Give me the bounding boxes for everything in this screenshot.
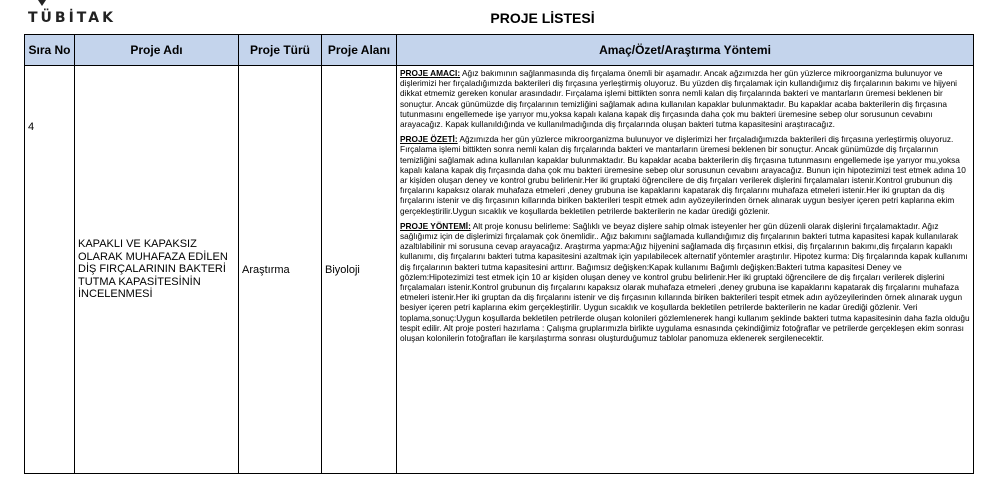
section-method bbox=[400, 221, 970, 343]
col-header-name: Proje Adı bbox=[75, 35, 239, 66]
section-method-text: Alt proje konusu belirleme: Sağlıklı ve beyaz dişlere sahip olmak isteyenler her gün düzenli olarak dişlerini fırçalamaktadır. Ağız sağlığımız için de dişlerimizi fırçalamak çok önemlidir.. Ağız bakımını sağlamada kullandığımız diş fırçalarının bakteri tutma kapasitesi kapak kullanılarak azaltılabilinir mi sorusuna cevap arayacağız. Araştırma yapma:Ağız hijyenini sağlamada diş fırçasının etkisi, diş fırçalarının bakımı,diş fırçaların kapaklı kullanımı, diş fırçalarını bakteri tutma kapasitesini azaltmak için yapılabilecek alternatif yöntemler araştırılır. Hipotez kurma: Diş fırçalarında kapak kullanımı diş fırçalarının bakteri tutma kapasitesini arttırır. Bağımsız değişken:Kapak kullanımı Bağımlı değişken:Bakteri tutma kapasitesi Deney ve gözlem:Hipotezimizi test etmek için 10 ar kişiden oluşan deney ve kontrol grubu belirlenir.Her iki gruptaki öğrencilere de diş fırçaları verilerek dişlerini fırçalamaları istenir.Kontrol grubunun diş fırçalarını kapaksız olarak muhafaza etmeleri ,deney grubuna ise kapaklarını kapatarak diş fırçalarını muhafaza etmeleri istenir.Her iki gruptan da diş fırçalarını istenir ve diş fırçasının kıllarında biriken bakterileri tespit etmek adın ayözeyilerinden örnek alınarak uygun besiyer içeren petri kaplarına ekim gerçekleştirilir. Uygun sıcaklık ve koşullarda bekletilen petrilerde bakterilerin ne kadar ürediği gözlenir. Veri toplama,sonuç:Uygun koşullarda bekletilen petrilerde oluşan kolonileri gözlemlenerek hangi kullanım şeklinde bakteri tutma kapasitesinin daha fazla olduğu tespit edilir. Alt proje posteri hazırlama : Çalışma gruplarımızla birlikte uygulama esnasında çekindiğimiz fotoğraflar ve petrilerde gerçekleşen ekim sonrası oluşan kolonilerin fotoğrafları ile karşılaştırma sonrası oluşturduğumuz tablolar panomuza eklenerek sergilenecektir. bbox=[400, 220, 970, 344]
cell-description bbox=[397, 66, 974, 474]
section-summary-text: Ağzımızda her gün yüzlerce mikroorganizma bulunuyor ve dişlerimizi her fırçaladığımızda bakterileri diş fırçasına yerleştirmiş oluyoruz. Fırçalama işlemi bittikten sonra nemli kalan diş fırçalarında bakteri ve mantarların üremesi beklenen bir sonuçtur. Ancak günümüzde diş fırçalarının temizliğini sağlamak adına kullanılan kapaklar bulunmaktadır. Bu kapaklar acaba bakterilerin diş fırçasına tutunmasını engellemede işe yarıyor mu,yoksa kapalı kalana kapak diş fırçasında daha çok mu bakteri üremesine sebep olur sorusunun cevabını arayacağız. Bunun için hipotezimizi test etmek adına 10 ar kişiden oluşan deney ve kontrol grubu belirlenir.Her iki gruptaki öğrencilere de diş fırçaları verilerek dişlerini fırçalamaları istenir.Kontrol grubunun diş fırçalarını kapaksız olarak muhafaza etmeleri ,deney grubuna ise kapaklarını kapatarak diş fırçalarını muhafaza etmeleri istenir.Her iki gruptan da diş fırçalarını istenir ve diş fırçasının kıllarında biriken bakterileri tespit etmek adın ayözeyilerinden örnek alınarak uygun besiyer içeren petri kaplarına ekim gerçekleştirilir.Uygun sıcaklık ve koşullarda bekletilen petrilerde bakterilerin ne kadar ürediği gözlenir. bbox=[400, 134, 966, 216]
table-row bbox=[25, 66, 974, 474]
cell-project-name: KAPAKLI VE KAPAKSIZ OLARAK MUHAFAZA EDİLEN DİŞ FIRÇALARININ BAKTERİ TUTMA KAPASİTESİNİN İNCELENMESİ bbox=[75, 66, 239, 474]
project-table bbox=[24, 34, 974, 474]
section-summary bbox=[400, 134, 970, 216]
col-header-description: Amaç/Özet/Araştırma Yöntemi bbox=[397, 35, 974, 66]
cell-no: 4 bbox=[25, 66, 75, 474]
cell-project-type: Araştırma bbox=[239, 66, 322, 474]
tubitak-logo: TÜBİTAK bbox=[28, 10, 116, 26]
col-header-no: Sıra No bbox=[25, 35, 75, 66]
section-method-label: PROJE YÖNTEMİ: bbox=[400, 220, 471, 231]
table-header-row bbox=[25, 35, 974, 66]
page-title: PROJE LİSTESİ bbox=[490, 10, 595, 26]
cell-project-field: Biyoloji bbox=[322, 66, 397, 474]
col-header-field: Proje Alanı bbox=[322, 35, 397, 66]
section-aim-label: PROJE AMACI: bbox=[400, 68, 461, 78]
section-summary-label: PROJE ÖZETİ: bbox=[400, 134, 458, 145]
col-header-type: Proje Türü bbox=[239, 35, 322, 66]
logo-mark-icon bbox=[38, 0, 46, 6]
section-aim bbox=[400, 68, 970, 129]
section-aim-text: Ağız bakımının sağlanmasında diş fırçalama önemli bir aşamadır. Ancak ağzımızda her gün yüzlerce mikroorganizma bulunuyor ve dişlerimizi her fırçaladığımızda bakterileri diş fırçasına yerleştirmiş oluyoruz. Bu yüzden diş fırçalamak için kullandığımız diş fırçalarının bakımı ve hijyeni dikkat etmemiz gereken konular arasındadır. Fırçalama işlemi bittikten sonra nemli kalan diş fırçalarında bakteri ve mantarların üremesi beklenen bir sonuçtur. Ancak günümüzde diş fırçalarının temizliğini sağlamak adına kullanılan kapaklar bulunmaktadır. Bu kapaklar acaba bakterilerin diş fırçasına tutunmasını engellemede işe yarıyor mu,yoksa kapalı kalana kapak diş fırçasında daha çok mu bakteri üremesine sebep olur sorusunun cevabını arayacağız. Kapak kullanıldığında ve kullanılmadığında diş fırçalarında oluşan bakteri tutma kapasitesini araştıracağız. bbox=[400, 68, 958, 130]
